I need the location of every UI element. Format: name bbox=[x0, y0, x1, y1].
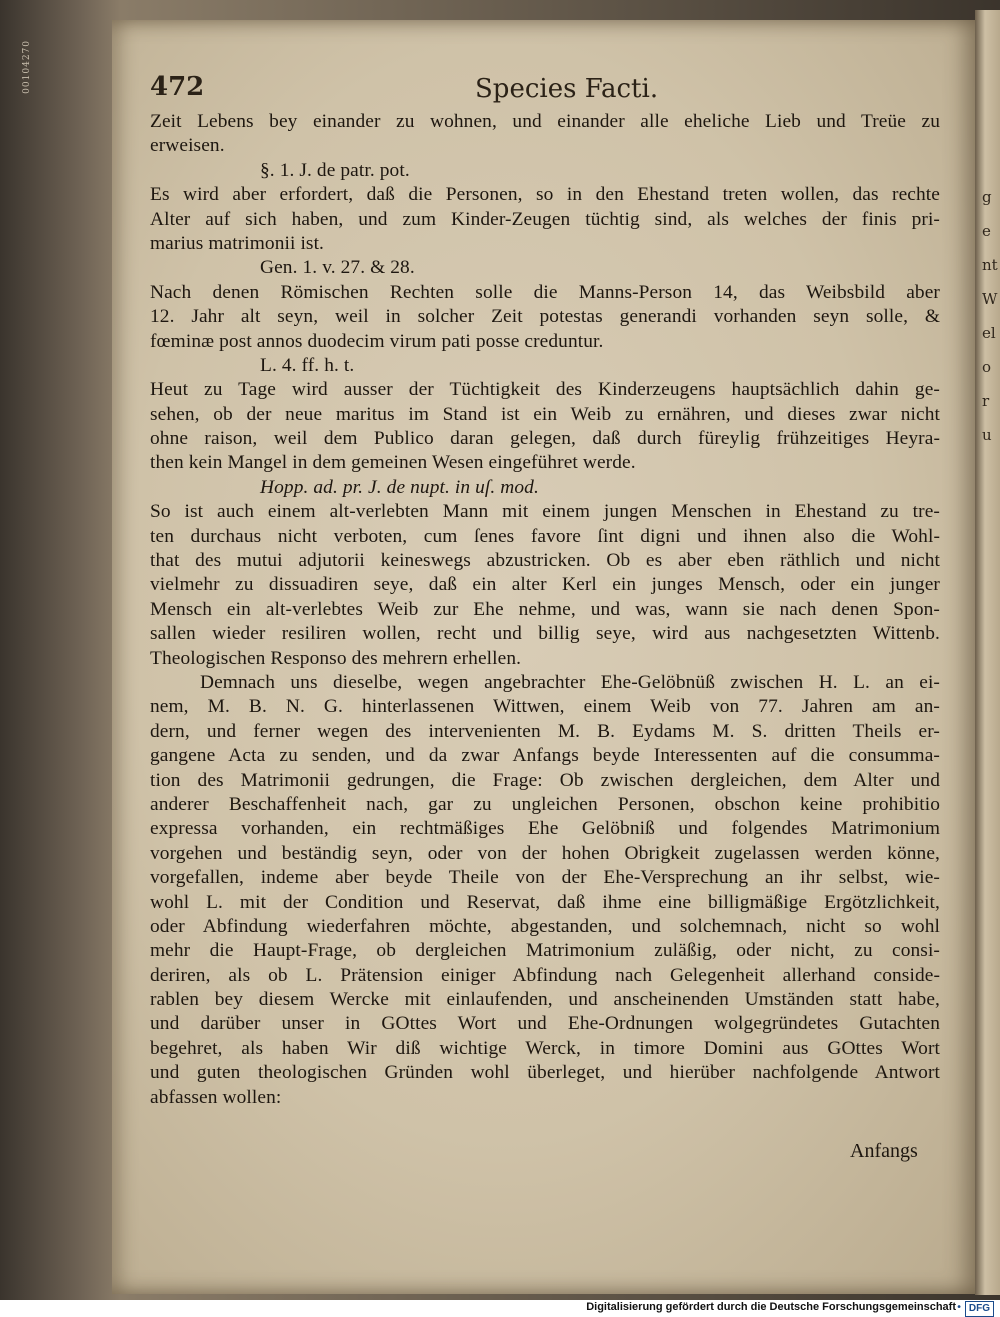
margin-id: 00104270 bbox=[22, 40, 32, 94]
citation-line: Hopp. ad. pr. J. de nupt. in uſ. mod. bbox=[260, 476, 539, 498]
text-line: Zeit Lebens bey einander zu wohnen, und einander alle eheliche Lieb und Treüe zu bbox=[150, 111, 940, 132]
text-line: 12. Jahr alt seyn, weil in solcher Zeit potestas generandi vorhanden seyn solle, & bbox=[150, 306, 940, 328]
text-line: nem, M. B. N. G. hinterlassenen Wittwen, einem Weib von 77. Jahren am an- bbox=[150, 696, 940, 718]
digitization-footer bbox=[0, 1300, 1000, 1317]
running-head bbox=[150, 72, 940, 106]
text-line: Mensch ein alt-verlebtes Weib zur Ehe nehme, und was, wann sie nach denen Spon- bbox=[150, 598, 940, 620]
text-line: oder Abfindung wiederfahren möchte, abgestanden, und solchemnach, nicht so wohl bbox=[150, 915, 940, 937]
text-line: Heut zu Tage wird ausser der Tüchtigkeit des Kinderzeugens hauptsächlich dahin ge- bbox=[150, 379, 940, 401]
text-line: gangene Acta zu senden, und da zwar Anfangs beyde Interessenten auf die consumma- bbox=[150, 745, 940, 767]
text-line: deriren, als ob L. Prätension einiger Abfindung nach Gelegenheit allerhand conside- bbox=[150, 964, 940, 986]
text-line: rablen bey diesem Wercke mit einlaufenden, und anscheinenden Umständen statt habe, bbox=[150, 989, 940, 1011]
citation-line: §. 1. J. de patr. pot. bbox=[260, 159, 410, 181]
body-text bbox=[150, 110, 940, 1110]
text-line: und darüber unser in GOttes Wort und Ehe-Ordnungen wolgegründetes Gutachten bbox=[150, 1013, 940, 1035]
text-line: sehen, ob der neue maritus im Stand ist ein Weib zu ernähren, und dieses zwar nicht bbox=[150, 403, 940, 425]
funding-notice: Digitalisierung gefördert durch die Deutsche Forschungsgemeinschaft bbox=[586, 1301, 956, 1313]
text-line: anderer Beschaffenheit nach, gar zu ungleichen Personen, obschon keine prohibitio bbox=[150, 793, 940, 815]
text-line: abfassen wollen: bbox=[150, 1086, 282, 1108]
text-line: Theologischen Responso des mehrern erhellen. bbox=[150, 647, 522, 669]
dfg-logo: DFG bbox=[965, 1301, 994, 1317]
text-line: vorgehen und beständig seyn, oder von der hohen Obrigkeit zugelassen werden könne, bbox=[150, 842, 940, 864]
text-line: vorgefallen, indeme aber beyde Theile von der Ehe-Versprechung an ihr selbst, wie- bbox=[150, 867, 940, 889]
text-line: vielmehr zu dissuadiren seye, daß ein alter Kerl ein junges Mensch, oder ein junger bbox=[150, 574, 940, 596]
separator-arrow-icon: • bbox=[956, 1302, 962, 1313]
text-line: that des mutui adjutorii keineswegs abzustricken. Ob es aber eben räthlich und nicht bbox=[150, 550, 940, 572]
text-line: tion des Matrimonii gedrungen, die Frage: Ob zwischen dergleichen, dem Alter und bbox=[150, 769, 940, 791]
catchword: Anfangs bbox=[850, 1140, 918, 1162]
text-line: ten durchaus nicht verboten, cum ſenes favore ſint digni und ihnen also die Wohl- bbox=[150, 525, 940, 547]
text-line: Nach denen Römischen Rechten solle die Manns-Person 14, das Weibsbild aber bbox=[150, 281, 940, 303]
text-line: und guten theologischen Gründen wohl überleget, und hierüber nachfolgende Antwort bbox=[150, 1062, 940, 1084]
text-line: Demnach uns dieselbe, wegen angebrachter Ehe-Gelöbnüß zwischen H. L. an ei- bbox=[200, 671, 940, 693]
text-line: Alter auf sich haben, und zum Kinder-Zeugen tüchtig sind, als welches der finis pri- bbox=[150, 208, 940, 230]
text-line: sallen wieder resiliren wollen, recht und billig seye, wird aus nachgesetzten Wittenb. bbox=[150, 623, 940, 645]
text-line: ohne raison, weil dem Publico daran gelegen, daß durch füreylig frühzeitiges Heyra- bbox=[150, 428, 940, 450]
text-line: fœminæ post annos duodecim virum pati posse creduntur. bbox=[150, 330, 604, 352]
text-line: dern, und ferner wegen des intervenienten M. B. Eydams M. S. dritten Theils er- bbox=[150, 720, 940, 742]
running-title: Species Facti. bbox=[475, 74, 659, 104]
text-line: then kein Mangel in dem gemeinen Wesen eingeführet werde. bbox=[150, 452, 636, 474]
citation-line: Gen. 1. v. 27. & 28. bbox=[260, 257, 415, 279]
page-number: 472 bbox=[150, 72, 205, 102]
facing-page-fragments: gentWeloru bbox=[982, 188, 998, 444]
text-line: begehret, als haben Wir diß wichtige Werck, in timore Domini aus GOttes Wort bbox=[150, 1037, 940, 1059]
text-line: expressa vorhanden, ein rechtmäßiges Ehe Gelöbniß und folgendes Matrimonium bbox=[150, 818, 940, 840]
text-line: erweisen. bbox=[150, 135, 225, 157]
text-line: wohl L. mit der Condition und Reservat, daß ihme eine billigmäßige Ergötzlichkeit, bbox=[150, 891, 940, 913]
text-line: Es wird aber erfordert, daß die Personen, so in den Ehestand treten wollen, das rechte bbox=[150, 184, 940, 206]
text-line: mehr die Haupt-Frage, ob dergleichen Matrimonium zuläßig, oder nicht, zu consi- bbox=[150, 940, 940, 962]
citation-line: L. 4. ff. h. t. bbox=[260, 354, 355, 376]
text-line: marius matrimonii ist. bbox=[150, 232, 325, 254]
text-line: So ist auch einem alt-verlebten Mann mit einem jungen Menschen in Ehestand zu tre- bbox=[150, 501, 940, 523]
